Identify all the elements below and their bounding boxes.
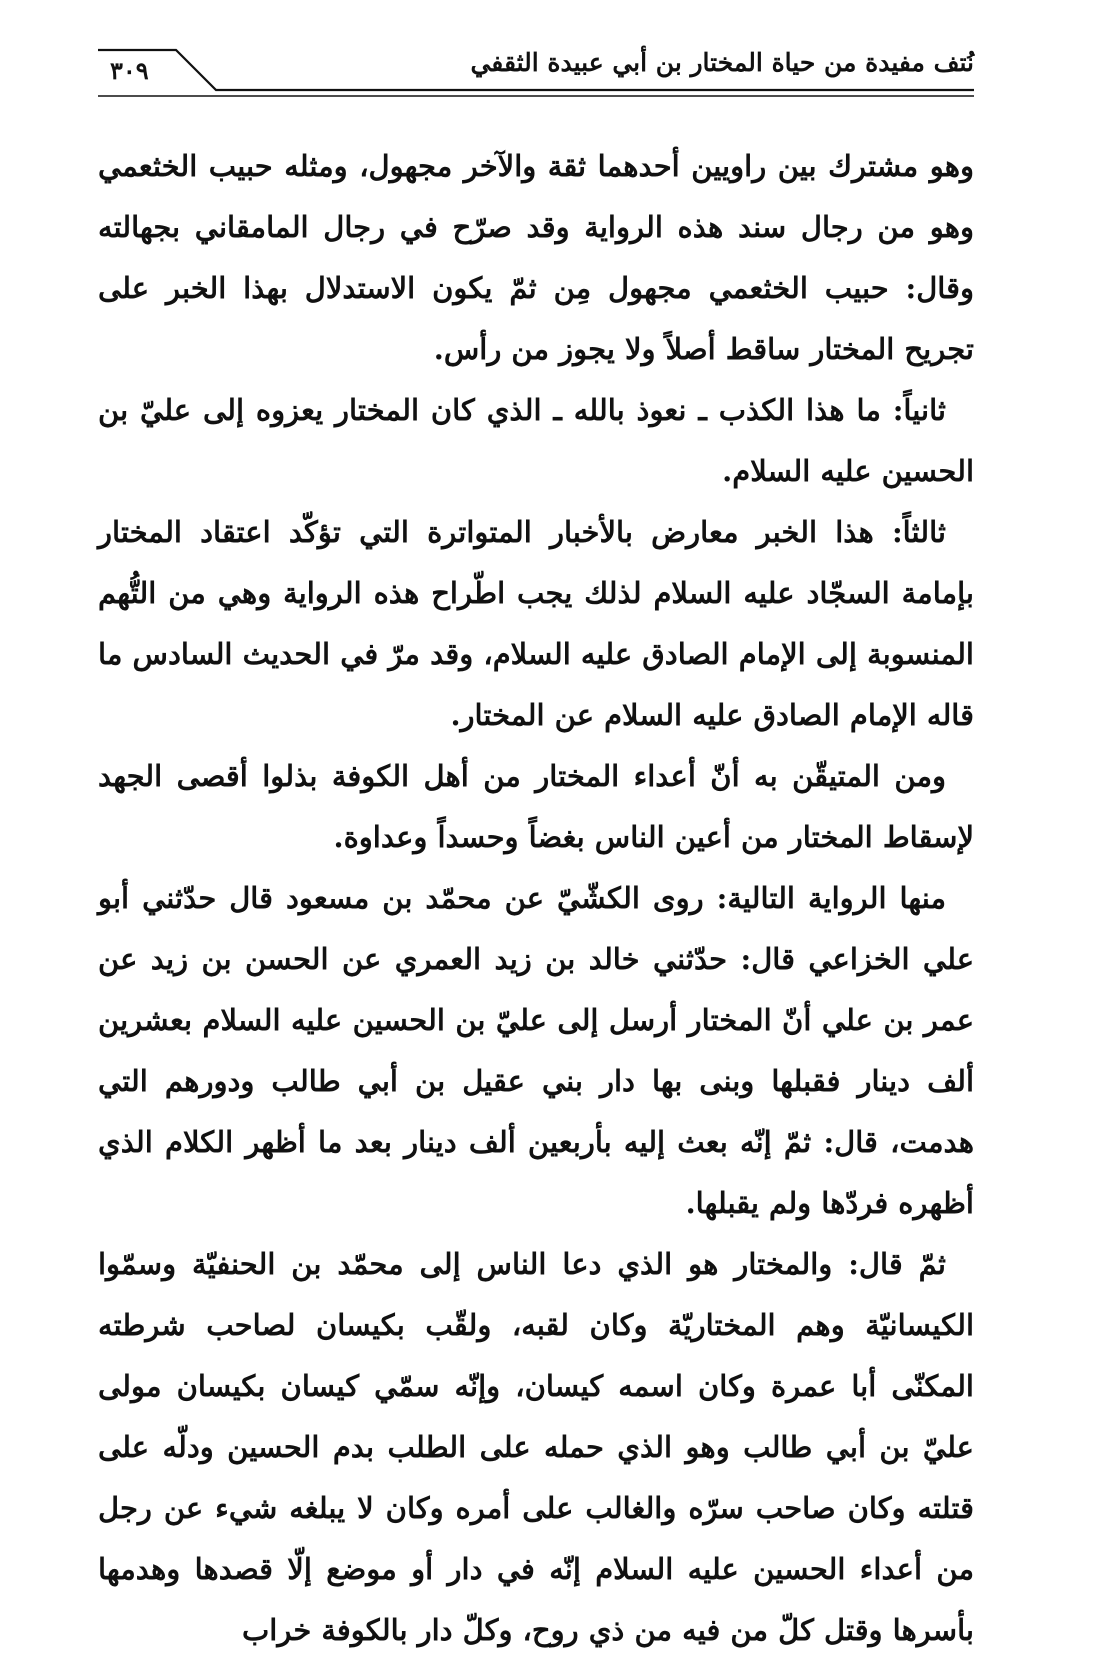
paragraph-1 <box>98 136 974 380</box>
running-header <box>98 40 974 102</box>
paragraph-6 <box>98 1234 974 1661</box>
paragraph-lead: منها الرواية التالية: <box>716 881 946 915</box>
paragraph-text: روى الكشّيّ عن محمّد بن مسعود قال حدّثني أبو علي الخزاعي قال: حدّثني خالد بن زيد العمري عن الحسن بن زيد عن عمر بن علي أنّ المختار أرسل إلى عليّ بن الحسين عليه السلام بعشرين ألف دينار فقبلها وبنى بها دار بني عقيل بن أبي طالب ودورهم التي هدمت، قال: ثمّ إنّه بعث إليه بأربعين ألف دينار بعد ما أظهر الكلام الذي أظهره فردّها ولم يقبلها. <box>98 881 974 1220</box>
paragraph-text: ثانياً: ما هذا الكذب ـ نعوذ بالله ـ الذي كان المختار يعزوه إلى عليّ بن الحسين عليه السلام. <box>98 393 974 488</box>
paragraph-5 <box>98 868 974 1234</box>
paragraph-4 <box>98 746 974 868</box>
paragraph-text: ثالثاً: هذا الخبر معارض بالأخبار المتواترة التي تؤكّد اعتقاد المختار بإمامة السجّاد عليه السلام لذلك يجب اطّراح هذه الرواية وهي من التُّهم المنسوبة إلى الإمام الصادق عليه السلام، وقد مرّ في الحديث السادس ما قاله الإمام الصادق عليه السلام عن المختار. <box>98 515 974 732</box>
running-title: نُتف مفيدة من حياة المختار بن أبي عبيدة الثقفي <box>470 48 974 77</box>
page-number: ٣٠٩ <box>110 56 149 85</box>
body-text <box>98 136 974 1661</box>
paragraph-text: ومن المتيقّن به أنّ أعداء المختار من أهل الكوفة بذلوا أقصى الجهد لإسقاط المختار من أعين الناس بغضاً وحسداً وعداوة. <box>98 759 974 854</box>
paragraph-text: وهو مشترك بين راويين أحدهما ثقة والآخر مجهول، ومثله حبيب الخثعمي وهو من رجال سند هذه الرواية وقد صرّح في رجال المامقاني بجهالته وقال: حبيب الخثعمي مجهول مِن ثمّ يكون الاستدلال بهذا الخبر على تجريح المختار ساقط أصلاً ولا يجوز من رأس. <box>98 149 974 366</box>
paragraph-2 <box>98 380 974 502</box>
paragraph-text: ثمّ قال: والمختار هو الذي دعا الناس إلى محمّد بن الحنفيّة وسمّوا الكيسانيّة وهم المختاريّة وكان لقبه، ولقّب بكيسان لصاحب شرطته المكنّى أبا عمرة وكان اسمه كيسان، وإنّه سمّي كيسان بكيسان مولى عليّ بن أبي طالب وهو الذي حمله على الطلب بدم الحسين ودلّه على قتلته وكان صاحب سرّه والغالب على أمره وكان لا يبلغه شيء عن رجل من أعداء الحسين عليه السلام إنّه في دار أو موضع إلّا قصدها وهدمها بأسرها وقتل كلّ من فيه من ذي روح، وكلّ دار بالكوفة خراب <box>98 1247 974 1647</box>
paragraph-3 <box>98 502 974 746</box>
